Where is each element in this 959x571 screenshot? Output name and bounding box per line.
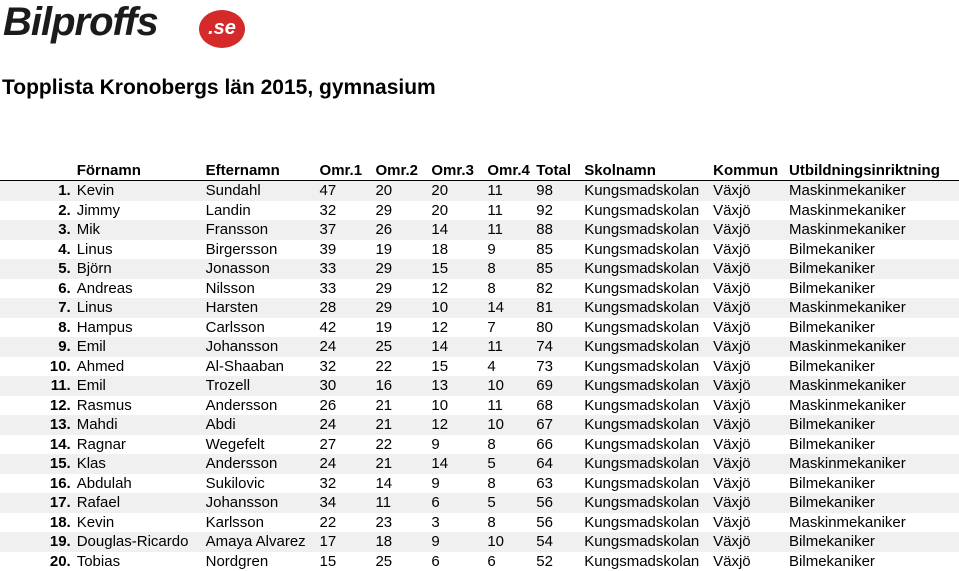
efternamn-cell: Nordgren <box>206 552 320 571</box>
efternamn-cell: Birgersson <box>206 240 320 260</box>
omr1-cell: 39 <box>320 240 376 260</box>
total-cell: 85 <box>536 259 584 279</box>
col-header-omr3: Omr.3 <box>431 161 487 181</box>
utbildningsinriktning-cell: Bilmekaniker <box>789 279 959 299</box>
col-header-omr4: Omr.4 <box>487 161 536 181</box>
omr2-cell: 20 <box>375 181 431 201</box>
total-cell: 68 <box>536 396 584 416</box>
table-body <box>0 181 959 571</box>
kommun-cell: Växjö <box>713 415 789 435</box>
efternamn-cell: Andersson <box>206 396 320 416</box>
kommun-cell: Växjö <box>713 201 789 221</box>
page-title: Topplista Kronobergs län 2015, gymnasium <box>2 76 436 100</box>
total-cell: 67 <box>536 415 584 435</box>
rank-cell: 16. <box>0 474 77 494</box>
fornamn-cell: Mahdi <box>77 415 206 435</box>
omr2-cell: 29 <box>375 201 431 221</box>
table-row <box>0 279 959 299</box>
efternamn-cell: Jonasson <box>206 259 320 279</box>
skolnamn-cell: Kungsmadskolan <box>584 415 713 435</box>
omr2-cell: 21 <box>375 415 431 435</box>
total-cell: 69 <box>536 376 584 396</box>
utbildningsinriktning-cell: Maskinmekaniker <box>789 201 959 221</box>
logo-wordmark: Bilproffs <box>3 0 158 45</box>
total-cell: 56 <box>536 493 584 513</box>
skolnamn-cell: Kungsmadskolan <box>584 298 713 318</box>
total-cell: 85 <box>536 240 584 260</box>
omr2-cell: 14 <box>375 474 431 494</box>
fornamn-cell: Ahmed <box>77 357 206 377</box>
total-cell: 80 <box>536 318 584 338</box>
kommun-cell: Växjö <box>713 357 789 377</box>
fornamn-cell: Jimmy <box>77 201 206 221</box>
omr2-cell: 23 <box>375 513 431 533</box>
omr3-cell: 9 <box>431 474 487 494</box>
omr3-cell: 10 <box>431 298 487 318</box>
rank-cell: 9. <box>0 337 77 357</box>
fornamn-cell: Douglas-Ricardo <box>77 532 206 552</box>
omr4-cell: 4 <box>487 357 536 377</box>
omr1-cell: 28 <box>320 298 376 318</box>
rank-cell: 2. <box>0 201 77 221</box>
fornamn-cell: Emil <box>77 337 206 357</box>
total-cell: 64 <box>536 454 584 474</box>
omr4-cell: 8 <box>487 279 536 299</box>
omr1-cell: 33 <box>320 259 376 279</box>
total-cell: 52 <box>536 552 584 571</box>
omr3-cell: 20 <box>431 181 487 201</box>
rank-cell: 17. <box>0 493 77 513</box>
omr2-cell: 26 <box>375 220 431 240</box>
skolnamn-cell: Kungsmadskolan <box>584 318 713 338</box>
omr1-cell: 27 <box>320 435 376 455</box>
table-row <box>0 396 959 416</box>
kommun-cell: Växjö <box>713 532 789 552</box>
fornamn-cell: Björn <box>77 259 206 279</box>
table-row <box>0 415 959 435</box>
omr1-cell: 42 <box>320 318 376 338</box>
skolnamn-cell: Kungsmadskolan <box>584 513 713 533</box>
skolnamn-cell: Kungsmadskolan <box>584 357 713 377</box>
efternamn-cell: Fransson <box>206 220 320 240</box>
total-cell: 92 <box>536 201 584 221</box>
omr2-cell: 25 <box>375 337 431 357</box>
omr4-cell: 10 <box>487 532 536 552</box>
utbildningsinriktning-cell: Bilmekaniker <box>789 318 959 338</box>
omr1-cell: 24 <box>320 454 376 474</box>
omr3-cell: 14 <box>431 337 487 357</box>
omr2-cell: 29 <box>375 298 431 318</box>
table-row <box>0 318 959 338</box>
utbildningsinriktning-cell: Maskinmekaniker <box>789 181 959 201</box>
rank-cell: 14. <box>0 435 77 455</box>
utbildningsinriktning-cell: Maskinmekaniker <box>789 220 959 240</box>
omr2-cell: 18 <box>375 532 431 552</box>
rank-cell: 13. <box>0 415 77 435</box>
omr1-cell: 30 <box>320 376 376 396</box>
kommun-cell: Växjö <box>713 493 789 513</box>
skolnamn-cell: Kungsmadskolan <box>584 474 713 494</box>
omr3-cell: 12 <box>431 318 487 338</box>
omr4-cell: 6 <box>487 552 536 571</box>
omr3-cell: 12 <box>431 415 487 435</box>
omr1-cell: 33 <box>320 279 376 299</box>
skolnamn-cell: Kungsmadskolan <box>584 279 713 299</box>
skolnamn-cell: Kungsmadskolan <box>584 532 713 552</box>
skolnamn-cell: Kungsmadskolan <box>584 201 713 221</box>
fornamn-cell: Andreas <box>77 279 206 299</box>
omr3-cell: 14 <box>431 220 487 240</box>
omr3-cell: 6 <box>431 552 487 571</box>
col-header-fornamn: Förnamn <box>77 161 206 181</box>
omr1-cell: 32 <box>320 474 376 494</box>
omr2-cell: 29 <box>375 259 431 279</box>
total-cell: 98 <box>536 181 584 201</box>
omr1-cell: 34 <box>320 493 376 513</box>
kommun-cell: Växjö <box>713 318 789 338</box>
skolnamn-cell: Kungsmadskolan <box>584 181 713 201</box>
omr3-cell: 10 <box>431 396 487 416</box>
omr3-cell: 20 <box>431 201 487 221</box>
table-row <box>0 552 959 571</box>
omr1-cell: 17 <box>320 532 376 552</box>
efternamn-cell: Nilsson <box>206 279 320 299</box>
table-row <box>0 435 959 455</box>
omr1-cell: 24 <box>320 337 376 357</box>
efternamn-cell: Harsten <box>206 298 320 318</box>
fornamn-cell: Hampus <box>77 318 206 338</box>
skolnamn-cell: Kungsmadskolan <box>584 552 713 571</box>
skolnamn-cell: Kungsmadskolan <box>584 435 713 455</box>
omr1-cell: 32 <box>320 357 376 377</box>
rank-cell: 20. <box>0 552 77 571</box>
omr1-cell: 47 <box>320 181 376 201</box>
ranking-table <box>0 161 959 571</box>
omr4-cell: 11 <box>487 396 536 416</box>
logo-badge-text: .se <box>208 17 236 40</box>
efternamn-cell: Amaya Alvarez <box>206 532 320 552</box>
skolnamn-cell: Kungsmadskolan <box>584 337 713 357</box>
omr2-cell: 11 <box>375 493 431 513</box>
omr4-cell: 11 <box>487 181 536 201</box>
table-row <box>0 474 959 494</box>
omr4-cell: 5 <box>487 493 536 513</box>
omr4-cell: 5 <box>487 454 536 474</box>
table-row <box>0 454 959 474</box>
fornamn-cell: Rafael <box>77 493 206 513</box>
skolnamn-cell: Kungsmadskolan <box>584 259 713 279</box>
kommun-cell: Växjö <box>713 240 789 260</box>
kommun-cell: Växjö <box>713 396 789 416</box>
omr3-cell: 9 <box>431 435 487 455</box>
fornamn-cell: Emil <box>77 376 206 396</box>
omr4-cell: 7 <box>487 318 536 338</box>
efternamn-cell: Andersson <box>206 454 320 474</box>
kommun-cell: Växjö <box>713 298 789 318</box>
omr4-cell: 8 <box>487 259 536 279</box>
omr2-cell: 21 <box>375 454 431 474</box>
efternamn-cell: Johansson <box>206 337 320 357</box>
fornamn-cell: Kevin <box>77 513 206 533</box>
omr4-cell: 11 <box>487 201 536 221</box>
fornamn-cell: Tobias <box>77 552 206 571</box>
omr3-cell: 14 <box>431 454 487 474</box>
kommun-cell: Växjö <box>713 181 789 201</box>
utbildningsinriktning-cell: Bilmekaniker <box>789 474 959 494</box>
col-header-total: Total <box>536 161 584 181</box>
kommun-cell: Växjö <box>713 220 789 240</box>
omr3-cell: 3 <box>431 513 487 533</box>
omr1-cell: 15 <box>320 552 376 571</box>
skolnamn-cell: Kungsmadskolan <box>584 454 713 474</box>
col-header-omr2: Omr.2 <box>375 161 431 181</box>
table-row <box>0 181 959 201</box>
omr4-cell: 9 <box>487 240 536 260</box>
total-cell: 82 <box>536 279 584 299</box>
rank-cell: 11. <box>0 376 77 396</box>
col-header-utbildningsinriktning: Utbildningsinriktning <box>789 161 959 181</box>
omr1-cell: 32 <box>320 201 376 221</box>
utbildningsinriktning-cell: Maskinmekaniker <box>789 376 959 396</box>
rank-cell: 7. <box>0 298 77 318</box>
rank-cell: 18. <box>0 513 77 533</box>
utbildningsinriktning-cell: Bilmekaniker <box>789 435 959 455</box>
omr4-cell: 11 <box>487 337 536 357</box>
rank-cell: 6. <box>0 279 77 299</box>
omr2-cell: 25 <box>375 552 431 571</box>
omr1-cell: 26 <box>320 396 376 416</box>
col-header-efternamn: Efternamn <box>206 161 320 181</box>
omr3-cell: 15 <box>431 259 487 279</box>
omr3-cell: 18 <box>431 240 487 260</box>
skolnamn-cell: Kungsmadskolan <box>584 396 713 416</box>
rank-cell: 5. <box>0 259 77 279</box>
table-row <box>0 220 959 240</box>
efternamn-cell: Johansson <box>206 493 320 513</box>
fornamn-cell: Mik <box>77 220 206 240</box>
utbildningsinriktning-cell: Bilmekaniker <box>789 552 959 571</box>
table-row <box>0 201 959 221</box>
omr3-cell: 9 <box>431 532 487 552</box>
logo-badge <box>199 10 245 48</box>
kommun-cell: Växjö <box>713 376 789 396</box>
utbildningsinriktning-cell: Maskinmekaniker <box>789 337 959 357</box>
rank-header <box>0 161 77 181</box>
efternamn-cell: Wegefelt <box>206 435 320 455</box>
rank-cell: 12. <box>0 396 77 416</box>
fornamn-cell: Linus <box>77 240 206 260</box>
total-cell: 63 <box>536 474 584 494</box>
utbildningsinriktning-cell: Bilmekaniker <box>789 532 959 552</box>
fornamn-cell: Kevin <box>77 181 206 201</box>
total-cell: 73 <box>536 357 584 377</box>
kommun-cell: Växjö <box>713 513 789 533</box>
total-cell: 74 <box>536 337 584 357</box>
total-cell: 54 <box>536 532 584 552</box>
kommun-cell: Växjö <box>713 454 789 474</box>
total-cell: 88 <box>536 220 584 240</box>
efternamn-cell: Carlsson <box>206 318 320 338</box>
skolnamn-cell: Kungsmadskolan <box>584 240 713 260</box>
col-header-kommun: Kommun <box>713 161 789 181</box>
utbildningsinriktning-cell: Bilmekaniker <box>789 259 959 279</box>
fornamn-cell: Klas <box>77 454 206 474</box>
table-row <box>0 513 959 533</box>
efternamn-cell: Trozell <box>206 376 320 396</box>
rank-cell: 3. <box>0 220 77 240</box>
fornamn-cell: Linus <box>77 298 206 318</box>
table-row <box>0 357 959 377</box>
omr1-cell: 37 <box>320 220 376 240</box>
omr1-cell: 22 <box>320 513 376 533</box>
fornamn-cell: Abdulah <box>77 474 206 494</box>
efternamn-cell: Sukilovic <box>206 474 320 494</box>
utbildningsinriktning-cell: Bilmekaniker <box>789 240 959 260</box>
rank-cell: 8. <box>0 318 77 338</box>
skolnamn-cell: Kungsmadskolan <box>584 376 713 396</box>
total-cell: 66 <box>536 435 584 455</box>
omr2-cell: 22 <box>375 435 431 455</box>
omr3-cell: 13 <box>431 376 487 396</box>
table-row <box>0 240 959 260</box>
total-cell: 81 <box>536 298 584 318</box>
omr4-cell: 10 <box>487 376 536 396</box>
omr4-cell: 11 <box>487 220 536 240</box>
col-header-omr1: Omr.1 <box>320 161 376 181</box>
omr4-cell: 14 <box>487 298 536 318</box>
skolnamn-cell: Kungsmadskolan <box>584 493 713 513</box>
table-row <box>0 493 959 513</box>
table-row <box>0 532 959 552</box>
efternamn-cell: Abdi <box>206 415 320 435</box>
table-header-row <box>0 161 959 181</box>
table-row <box>0 376 959 396</box>
omr4-cell: 10 <box>487 415 536 435</box>
kommun-cell: Växjö <box>713 552 789 571</box>
skolnamn-cell: Kungsmadskolan <box>584 220 713 240</box>
table-row <box>0 337 959 357</box>
omr2-cell: 19 <box>375 240 431 260</box>
kommun-cell: Växjö <box>713 337 789 357</box>
omr2-cell: 29 <box>375 279 431 299</box>
rank-cell: 19. <box>0 532 77 552</box>
utbildningsinriktning-cell: Bilmekaniker <box>789 493 959 513</box>
efternamn-cell: Al-Shaaban <box>206 357 320 377</box>
rank-cell: 15. <box>0 454 77 474</box>
kommun-cell: Växjö <box>713 279 789 299</box>
omr2-cell: 16 <box>375 376 431 396</box>
utbildningsinriktning-cell: Maskinmekaniker <box>789 298 959 318</box>
fornamn-cell: Ragnar <box>77 435 206 455</box>
utbildningsinriktning-cell: Bilmekaniker <box>789 357 959 377</box>
efternamn-cell: Sundahl <box>206 181 320 201</box>
efternamn-cell: Landin <box>206 201 320 221</box>
kommun-cell: Växjö <box>713 474 789 494</box>
omr3-cell: 15 <box>431 357 487 377</box>
total-cell: 56 <box>536 513 584 533</box>
table-row <box>0 298 959 318</box>
omr4-cell: 8 <box>487 435 536 455</box>
kommun-cell: Växjö <box>713 259 789 279</box>
omr4-cell: 8 <box>487 513 536 533</box>
col-header-skolnamn: Skolnamn <box>584 161 713 181</box>
omr2-cell: 21 <box>375 396 431 416</box>
rank-cell: 4. <box>0 240 77 260</box>
utbildningsinriktning-cell: Maskinmekaniker <box>789 396 959 416</box>
bilproffs-logo[interactable] <box>3 2 248 52</box>
omr1-cell: 24 <box>320 415 376 435</box>
omr3-cell: 12 <box>431 279 487 299</box>
utbildningsinriktning-cell: Bilmekaniker <box>789 415 959 435</box>
utbildningsinriktning-cell: Maskinmekaniker <box>789 454 959 474</box>
utbildningsinriktning-cell: Maskinmekaniker <box>789 513 959 533</box>
omr2-cell: 19 <box>375 318 431 338</box>
omr4-cell: 8 <box>487 474 536 494</box>
rank-cell: 1. <box>0 181 77 201</box>
rank-cell: 10. <box>0 357 77 377</box>
omr3-cell: 6 <box>431 493 487 513</box>
omr2-cell: 22 <box>375 357 431 377</box>
table-row <box>0 259 959 279</box>
kommun-cell: Växjö <box>713 435 789 455</box>
efternamn-cell: Karlsson <box>206 513 320 533</box>
fornamn-cell: Rasmus <box>77 396 206 416</box>
